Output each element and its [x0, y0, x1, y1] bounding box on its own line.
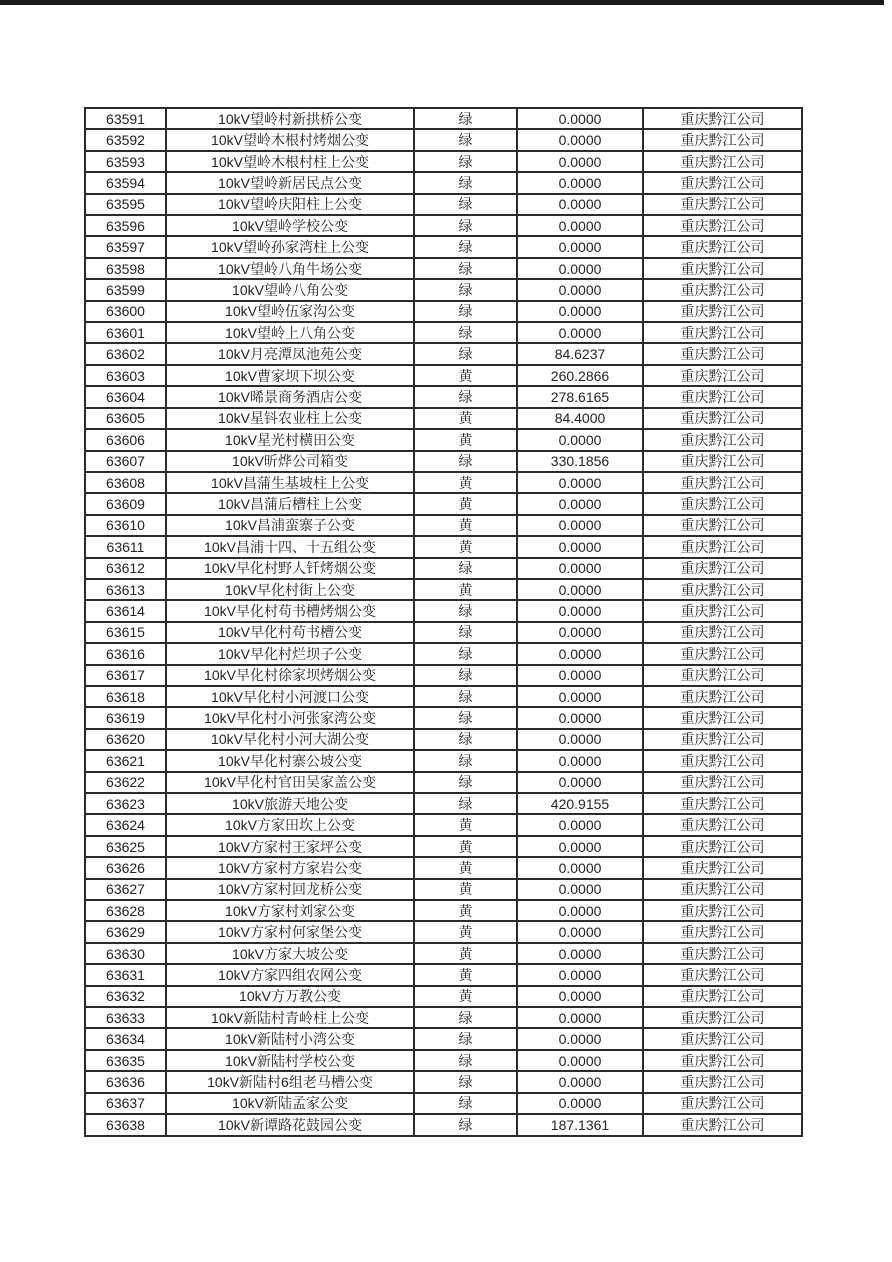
cell-id: 63592 [85, 129, 166, 150]
cell-value: 0.0000 [517, 515, 643, 536]
cell-company: 重庆黔江公司 [643, 879, 802, 900]
cell-status: 黄 [414, 365, 517, 386]
cell-name: 10kV望岭学校公变 [166, 215, 414, 236]
cell-id: 63637 [85, 1093, 166, 1114]
cell-company: 重庆黔江公司 [643, 215, 802, 236]
cell-value: 0.0000 [517, 600, 643, 621]
cell-status: 绿 [414, 151, 517, 172]
table-row [85, 879, 802, 900]
table-row [85, 836, 802, 857]
cell-status: 绿 [414, 194, 517, 215]
cell-name: 10kV星钭农业柱上公变 [166, 408, 414, 429]
cell-name: 10kV旅游天地公变 [166, 793, 414, 814]
cell-value: 0.0000 [517, 814, 643, 835]
cell-name: 10kV月亮潭凤池苑公变 [166, 343, 414, 364]
cell-status: 黄 [414, 472, 517, 493]
cell-id: 63638 [85, 1114, 166, 1136]
table-row [85, 279, 802, 300]
cell-company: 重庆黔江公司 [643, 943, 802, 964]
cell-status: 绿 [414, 793, 517, 814]
cell-id: 63609 [85, 493, 166, 514]
cell-name: 10kV望岭庆阳柱上公变 [166, 194, 414, 215]
cell-name: 10kV望岭木根村烤烟公变 [166, 129, 414, 150]
cell-value: 0.0000 [517, 943, 643, 964]
cell-id: 63627 [85, 879, 166, 900]
cell-company: 重庆黔江公司 [643, 386, 802, 407]
cell-id: 63600 [85, 301, 166, 322]
cell-company: 重庆黔江公司 [643, 279, 802, 300]
cell-value: 0.0000 [517, 707, 643, 728]
cell-company: 重庆黔江公司 [643, 472, 802, 493]
cell-status: 绿 [414, 1050, 517, 1071]
cell-company: 重庆黔江公司 [643, 1071, 802, 1092]
table-row [85, 622, 802, 643]
cell-status: 绿 [414, 558, 517, 579]
cell-name: 10kV望岭村新拱桥公变 [166, 108, 414, 129]
cell-status: 绿 [414, 108, 517, 129]
table-row [85, 772, 802, 793]
cell-id: 63632 [85, 986, 166, 1007]
cell-name: 10kV昕烨公司箱变 [166, 451, 414, 472]
cell-company: 重庆黔江公司 [643, 172, 802, 193]
cell-value: 0.0000 [517, 1093, 643, 1114]
cell-id: 63626 [85, 857, 166, 878]
cell-company: 重庆黔江公司 [643, 1093, 802, 1114]
cell-name: 10kV早化村野人钎烤烟公变 [166, 558, 414, 579]
cell-status: 黄 [414, 921, 517, 942]
cell-status: 黄 [414, 429, 517, 450]
cell-status: 黄 [414, 536, 517, 557]
cell-name: 10kV早化村小河渡口公变 [166, 686, 414, 707]
cell-name: 10kV曹家坝下坝公变 [166, 365, 414, 386]
cell-company: 重庆黔江公司 [643, 772, 802, 793]
cell-id: 63629 [85, 921, 166, 942]
table-row [85, 900, 802, 921]
cell-status: 绿 [414, 750, 517, 771]
cell-id: 63610 [85, 515, 166, 536]
cell-company: 重庆黔江公司 [643, 600, 802, 621]
table-row [85, 1007, 802, 1028]
cell-value: 0.0000 [517, 1028, 643, 1049]
cell-company: 重庆黔江公司 [643, 836, 802, 857]
cell-status: 黄 [414, 493, 517, 514]
cell-id: 63602 [85, 343, 166, 364]
cell-value: 84.4000 [517, 408, 643, 429]
cell-name: 10kV早化村烂坝子公变 [166, 643, 414, 664]
table-row [85, 686, 802, 707]
cell-value: 0.0000 [517, 686, 643, 707]
cell-name: 10kV昌蒲后槽柱上公变 [166, 493, 414, 514]
table-row [85, 1093, 802, 1114]
cell-id: 63633 [85, 1007, 166, 1028]
cell-name: 10kV昌蒲生基坡柱上公变 [166, 472, 414, 493]
table-row [85, 472, 802, 493]
cell-value: 0.0000 [517, 279, 643, 300]
cell-value: 0.0000 [517, 258, 643, 279]
cell-value: 0.0000 [517, 108, 643, 129]
table-row [85, 1114, 802, 1136]
table-row [85, 451, 802, 472]
cell-company: 重庆黔江公司 [643, 536, 802, 557]
cell-value: 0.0000 [517, 322, 643, 343]
cell-name: 10kV新陆村小湾公变 [166, 1028, 414, 1049]
cell-status: 绿 [414, 258, 517, 279]
cell-name: 10kV望岭上八角公变 [166, 322, 414, 343]
cell-status: 绿 [414, 686, 517, 707]
cell-company: 重庆黔江公司 [643, 493, 802, 514]
cell-name: 10kV昌浦十四、十五组公变 [166, 536, 414, 557]
cell-status: 绿 [414, 129, 517, 150]
cell-value: 0.0000 [517, 194, 643, 215]
table-row [85, 665, 802, 686]
cell-value: 0.0000 [517, 665, 643, 686]
cell-name: 10kV早化村寨公坡公变 [166, 750, 414, 771]
cell-value: 0.0000 [517, 1071, 643, 1092]
cell-name: 10kV望岭伍家沟公变 [166, 301, 414, 322]
cell-company: 重庆黔江公司 [643, 857, 802, 878]
cell-value: 0.0000 [517, 1007, 643, 1028]
cell-id: 63631 [85, 964, 166, 985]
table-row [85, 643, 802, 664]
table-row [85, 1071, 802, 1092]
cell-value: 0.0000 [517, 472, 643, 493]
cell-id: 63634 [85, 1028, 166, 1049]
cell-status: 黄 [414, 579, 517, 600]
cell-id: 63604 [85, 386, 166, 407]
page-top-edge-strip [0, 0, 884, 5]
cell-company: 重庆黔江公司 [643, 921, 802, 942]
table-row [85, 172, 802, 193]
cell-status: 绿 [414, 279, 517, 300]
cell-company: 重庆黔江公司 [643, 151, 802, 172]
substation-table [84, 107, 803, 1137]
table-row [85, 258, 802, 279]
cell-company: 重庆黔江公司 [643, 129, 802, 150]
cell-company: 重庆黔江公司 [643, 1007, 802, 1028]
cell-id: 63603 [85, 365, 166, 386]
cell-name: 10kV早化村苟书槽烤烟公变 [166, 600, 414, 621]
cell-company: 重庆黔江公司 [643, 793, 802, 814]
cell-value: 0.0000 [517, 622, 643, 643]
cell-company: 重庆黔江公司 [643, 429, 802, 450]
table-row [85, 129, 802, 150]
cell-name: 10kV方家村刘家公变 [166, 900, 414, 921]
table-row [85, 236, 802, 257]
cell-status: 绿 [414, 386, 517, 407]
cell-status: 黄 [414, 836, 517, 857]
cell-id: 63611 [85, 536, 166, 557]
cell-value: 0.0000 [517, 301, 643, 322]
cell-value: 0.0000 [517, 236, 643, 257]
cell-name: 10kV早化村小河大湖公变 [166, 729, 414, 750]
cell-name: 10kV方家村何家堡公变 [166, 921, 414, 942]
table-row [85, 408, 802, 429]
cell-status: 绿 [414, 1093, 517, 1114]
cell-id: 63636 [85, 1071, 166, 1092]
cell-status: 绿 [414, 172, 517, 193]
cell-id: 63620 [85, 729, 166, 750]
cell-id: 63598 [85, 258, 166, 279]
cell-id: 63614 [85, 600, 166, 621]
cell-name: 10kV新陆村6组老马槽公变 [166, 1071, 414, 1092]
table-row [85, 386, 802, 407]
cell-id: 63630 [85, 943, 166, 964]
cell-id: 63591 [85, 108, 166, 129]
cell-company: 重庆黔江公司 [643, 236, 802, 257]
cell-value: 0.0000 [517, 215, 643, 236]
cell-name: 10kV早化村徐家坝烤烟公变 [166, 665, 414, 686]
cell-value: 0.0000 [517, 750, 643, 771]
cell-id: 63595 [85, 194, 166, 215]
cell-id: 63597 [85, 236, 166, 257]
cell-company: 重庆黔江公司 [643, 258, 802, 279]
cell-status: 黄 [414, 515, 517, 536]
cell-value: 0.0000 [517, 129, 643, 150]
cell-name: 10kV早化村街上公变 [166, 579, 414, 600]
cell-company: 重庆黔江公司 [643, 707, 802, 728]
cell-name: 10kV星光村横田公变 [166, 429, 414, 450]
cell-company: 重庆黔江公司 [643, 451, 802, 472]
table-row [85, 921, 802, 942]
cell-company: 重庆黔江公司 [643, 814, 802, 835]
cell-id: 63605 [85, 408, 166, 429]
cell-company: 重庆黔江公司 [643, 964, 802, 985]
cell-status: 黄 [414, 964, 517, 985]
cell-value: 0.0000 [517, 643, 643, 664]
cell-name: 10kV新陆村青岭柱上公变 [166, 1007, 414, 1028]
cell-id: 63615 [85, 622, 166, 643]
cell-status: 绿 [414, 707, 517, 728]
table-row [85, 365, 802, 386]
cell-status: 绿 [414, 772, 517, 793]
cell-company: 重庆黔江公司 [643, 643, 802, 664]
cell-name: 10kV晞景商务酒店公变 [166, 386, 414, 407]
table-row [85, 600, 802, 621]
cell-name: 10kV新陆孟家公变 [166, 1093, 414, 1114]
cell-name: 10kV望岭八角牛场公变 [166, 258, 414, 279]
cell-status: 绿 [414, 451, 517, 472]
cell-value: 0.0000 [517, 429, 643, 450]
cell-status: 绿 [414, 215, 517, 236]
cell-id: 63599 [85, 279, 166, 300]
cell-name: 10kV方家村王家坪公变 [166, 836, 414, 857]
cell-company: 重庆黔江公司 [643, 365, 802, 386]
cell-status: 绿 [414, 665, 517, 686]
table-row [85, 986, 802, 1007]
cell-value: 420.9155 [517, 793, 643, 814]
cell-company: 重庆黔江公司 [643, 579, 802, 600]
table-row [85, 558, 802, 579]
cell-status: 黄 [414, 943, 517, 964]
substation-table-body [85, 108, 802, 1136]
cell-company: 重庆黔江公司 [643, 558, 802, 579]
cell-company: 重庆黔江公司 [643, 1028, 802, 1049]
table-row [85, 301, 802, 322]
table-row [85, 536, 802, 557]
table-row [85, 108, 802, 129]
cell-value: 0.0000 [517, 536, 643, 557]
cell-status: 黄 [414, 408, 517, 429]
table-row [85, 857, 802, 878]
table-row [85, 343, 802, 364]
cell-name: 10kV望岭新居民点公变 [166, 172, 414, 193]
cell-name: 10kV早化村苟书槽公变 [166, 622, 414, 643]
cell-id: 63606 [85, 429, 166, 450]
cell-value: 0.0000 [517, 558, 643, 579]
cell-name: 10kV早化村官田吴家盖公变 [166, 772, 414, 793]
cell-value: 260.2866 [517, 365, 643, 386]
cell-id: 63593 [85, 151, 166, 172]
cell-company: 重庆黔江公司 [643, 750, 802, 771]
cell-status: 绿 [414, 1114, 517, 1136]
cell-status: 绿 [414, 236, 517, 257]
cell-status: 黄 [414, 879, 517, 900]
cell-id: 63619 [85, 707, 166, 728]
cell-value: 0.0000 [517, 964, 643, 985]
cell-company: 重庆黔江公司 [643, 301, 802, 322]
table-row [85, 750, 802, 771]
cell-name: 10kV望岭孙家湾柱上公变 [166, 236, 414, 257]
cell-status: 黄 [414, 900, 517, 921]
cell-id: 63612 [85, 558, 166, 579]
cell-id: 63624 [85, 814, 166, 835]
cell-company: 重庆黔江公司 [643, 1114, 802, 1136]
cell-status: 绿 [414, 643, 517, 664]
cell-id: 63601 [85, 322, 166, 343]
cell-company: 重庆黔江公司 [643, 343, 802, 364]
cell-status: 黄 [414, 857, 517, 878]
cell-id: 63618 [85, 686, 166, 707]
cell-company: 重庆黔江公司 [643, 900, 802, 921]
table-row [85, 194, 802, 215]
cell-id: 63594 [85, 172, 166, 193]
cell-name: 10kV新谭路花鼓园公变 [166, 1114, 414, 1136]
cell-company: 重庆黔江公司 [643, 1050, 802, 1071]
cell-company: 重庆黔江公司 [643, 108, 802, 129]
table-row [85, 1050, 802, 1071]
cell-value: 187.1361 [517, 1114, 643, 1136]
table-row [85, 707, 802, 728]
cell-status: 绿 [414, 600, 517, 621]
cell-company: 重庆黔江公司 [643, 322, 802, 343]
cell-status: 绿 [414, 1007, 517, 1028]
table-row [85, 943, 802, 964]
table-row [85, 493, 802, 514]
cell-id: 63617 [85, 665, 166, 686]
cell-value: 0.0000 [517, 772, 643, 793]
cell-company: 重庆黔江公司 [643, 622, 802, 643]
cell-status: 绿 [414, 1071, 517, 1092]
cell-company: 重庆黔江公司 [643, 515, 802, 536]
cell-value: 0.0000 [517, 879, 643, 900]
cell-id: 63616 [85, 643, 166, 664]
cell-name: 10kV望岭木根村柱上公变 [166, 151, 414, 172]
cell-company: 重庆黔江公司 [643, 408, 802, 429]
cell-name: 10kV方家村方家岩公变 [166, 857, 414, 878]
cell-value: 0.0000 [517, 836, 643, 857]
table-row [85, 322, 802, 343]
cell-id: 63608 [85, 472, 166, 493]
cell-value: 330.1856 [517, 451, 643, 472]
cell-name: 10kV早化村小河张家湾公变 [166, 707, 414, 728]
cell-value: 0.0000 [517, 151, 643, 172]
cell-value: 0.0000 [517, 729, 643, 750]
cell-id: 63623 [85, 793, 166, 814]
table-row [85, 1028, 802, 1049]
cell-status: 绿 [414, 729, 517, 750]
cell-id: 63596 [85, 215, 166, 236]
table-row [85, 814, 802, 835]
cell-value: 0.0000 [517, 986, 643, 1007]
cell-id: 63621 [85, 750, 166, 771]
cell-value: 0.0000 [517, 921, 643, 942]
cell-status: 绿 [414, 622, 517, 643]
cell-name: 10kV方家田坎上公变 [166, 814, 414, 835]
cell-company: 重庆黔江公司 [643, 986, 802, 1007]
cell-status: 绿 [414, 301, 517, 322]
cell-company: 重庆黔江公司 [643, 729, 802, 750]
cell-status: 黄 [414, 814, 517, 835]
table-row [85, 429, 802, 450]
table-row [85, 579, 802, 600]
cell-name: 10kV望岭八角公变 [166, 279, 414, 300]
cell-id: 63635 [85, 1050, 166, 1071]
cell-name: 10kV新陆村学校公变 [166, 1050, 414, 1071]
table-row [85, 151, 802, 172]
cell-status: 黄 [414, 986, 517, 1007]
cell-name: 10kV方家村回龙桥公变 [166, 879, 414, 900]
table-row [85, 793, 802, 814]
cell-value: 0.0000 [517, 1050, 643, 1071]
cell-name: 10kV方家大坡公变 [166, 943, 414, 964]
cell-id: 63607 [85, 451, 166, 472]
table-row [85, 729, 802, 750]
table-row [85, 215, 802, 236]
cell-value: 84.6237 [517, 343, 643, 364]
cell-company: 重庆黔江公司 [643, 686, 802, 707]
cell-status: 绿 [414, 1028, 517, 1049]
cell-status: 绿 [414, 343, 517, 364]
cell-value: 0.0000 [517, 172, 643, 193]
cell-id: 63622 [85, 772, 166, 793]
cell-status: 绿 [414, 322, 517, 343]
cell-value: 0.0000 [517, 900, 643, 921]
cell-id: 63625 [85, 836, 166, 857]
cell-value: 0.0000 [517, 579, 643, 600]
cell-company: 重庆黔江公司 [643, 194, 802, 215]
cell-value: 278.6165 [517, 386, 643, 407]
table-row [85, 515, 802, 536]
cell-company: 重庆黔江公司 [643, 665, 802, 686]
cell-name: 10kV昌浦蛮寨子公变 [166, 515, 414, 536]
cell-id: 63628 [85, 900, 166, 921]
cell-id: 63613 [85, 579, 166, 600]
cell-name: 10kV方家四组农网公变 [166, 964, 414, 985]
cell-value: 0.0000 [517, 493, 643, 514]
cell-value: 0.0000 [517, 857, 643, 878]
cell-name: 10kV方万教公变 [166, 986, 414, 1007]
table-row [85, 964, 802, 985]
